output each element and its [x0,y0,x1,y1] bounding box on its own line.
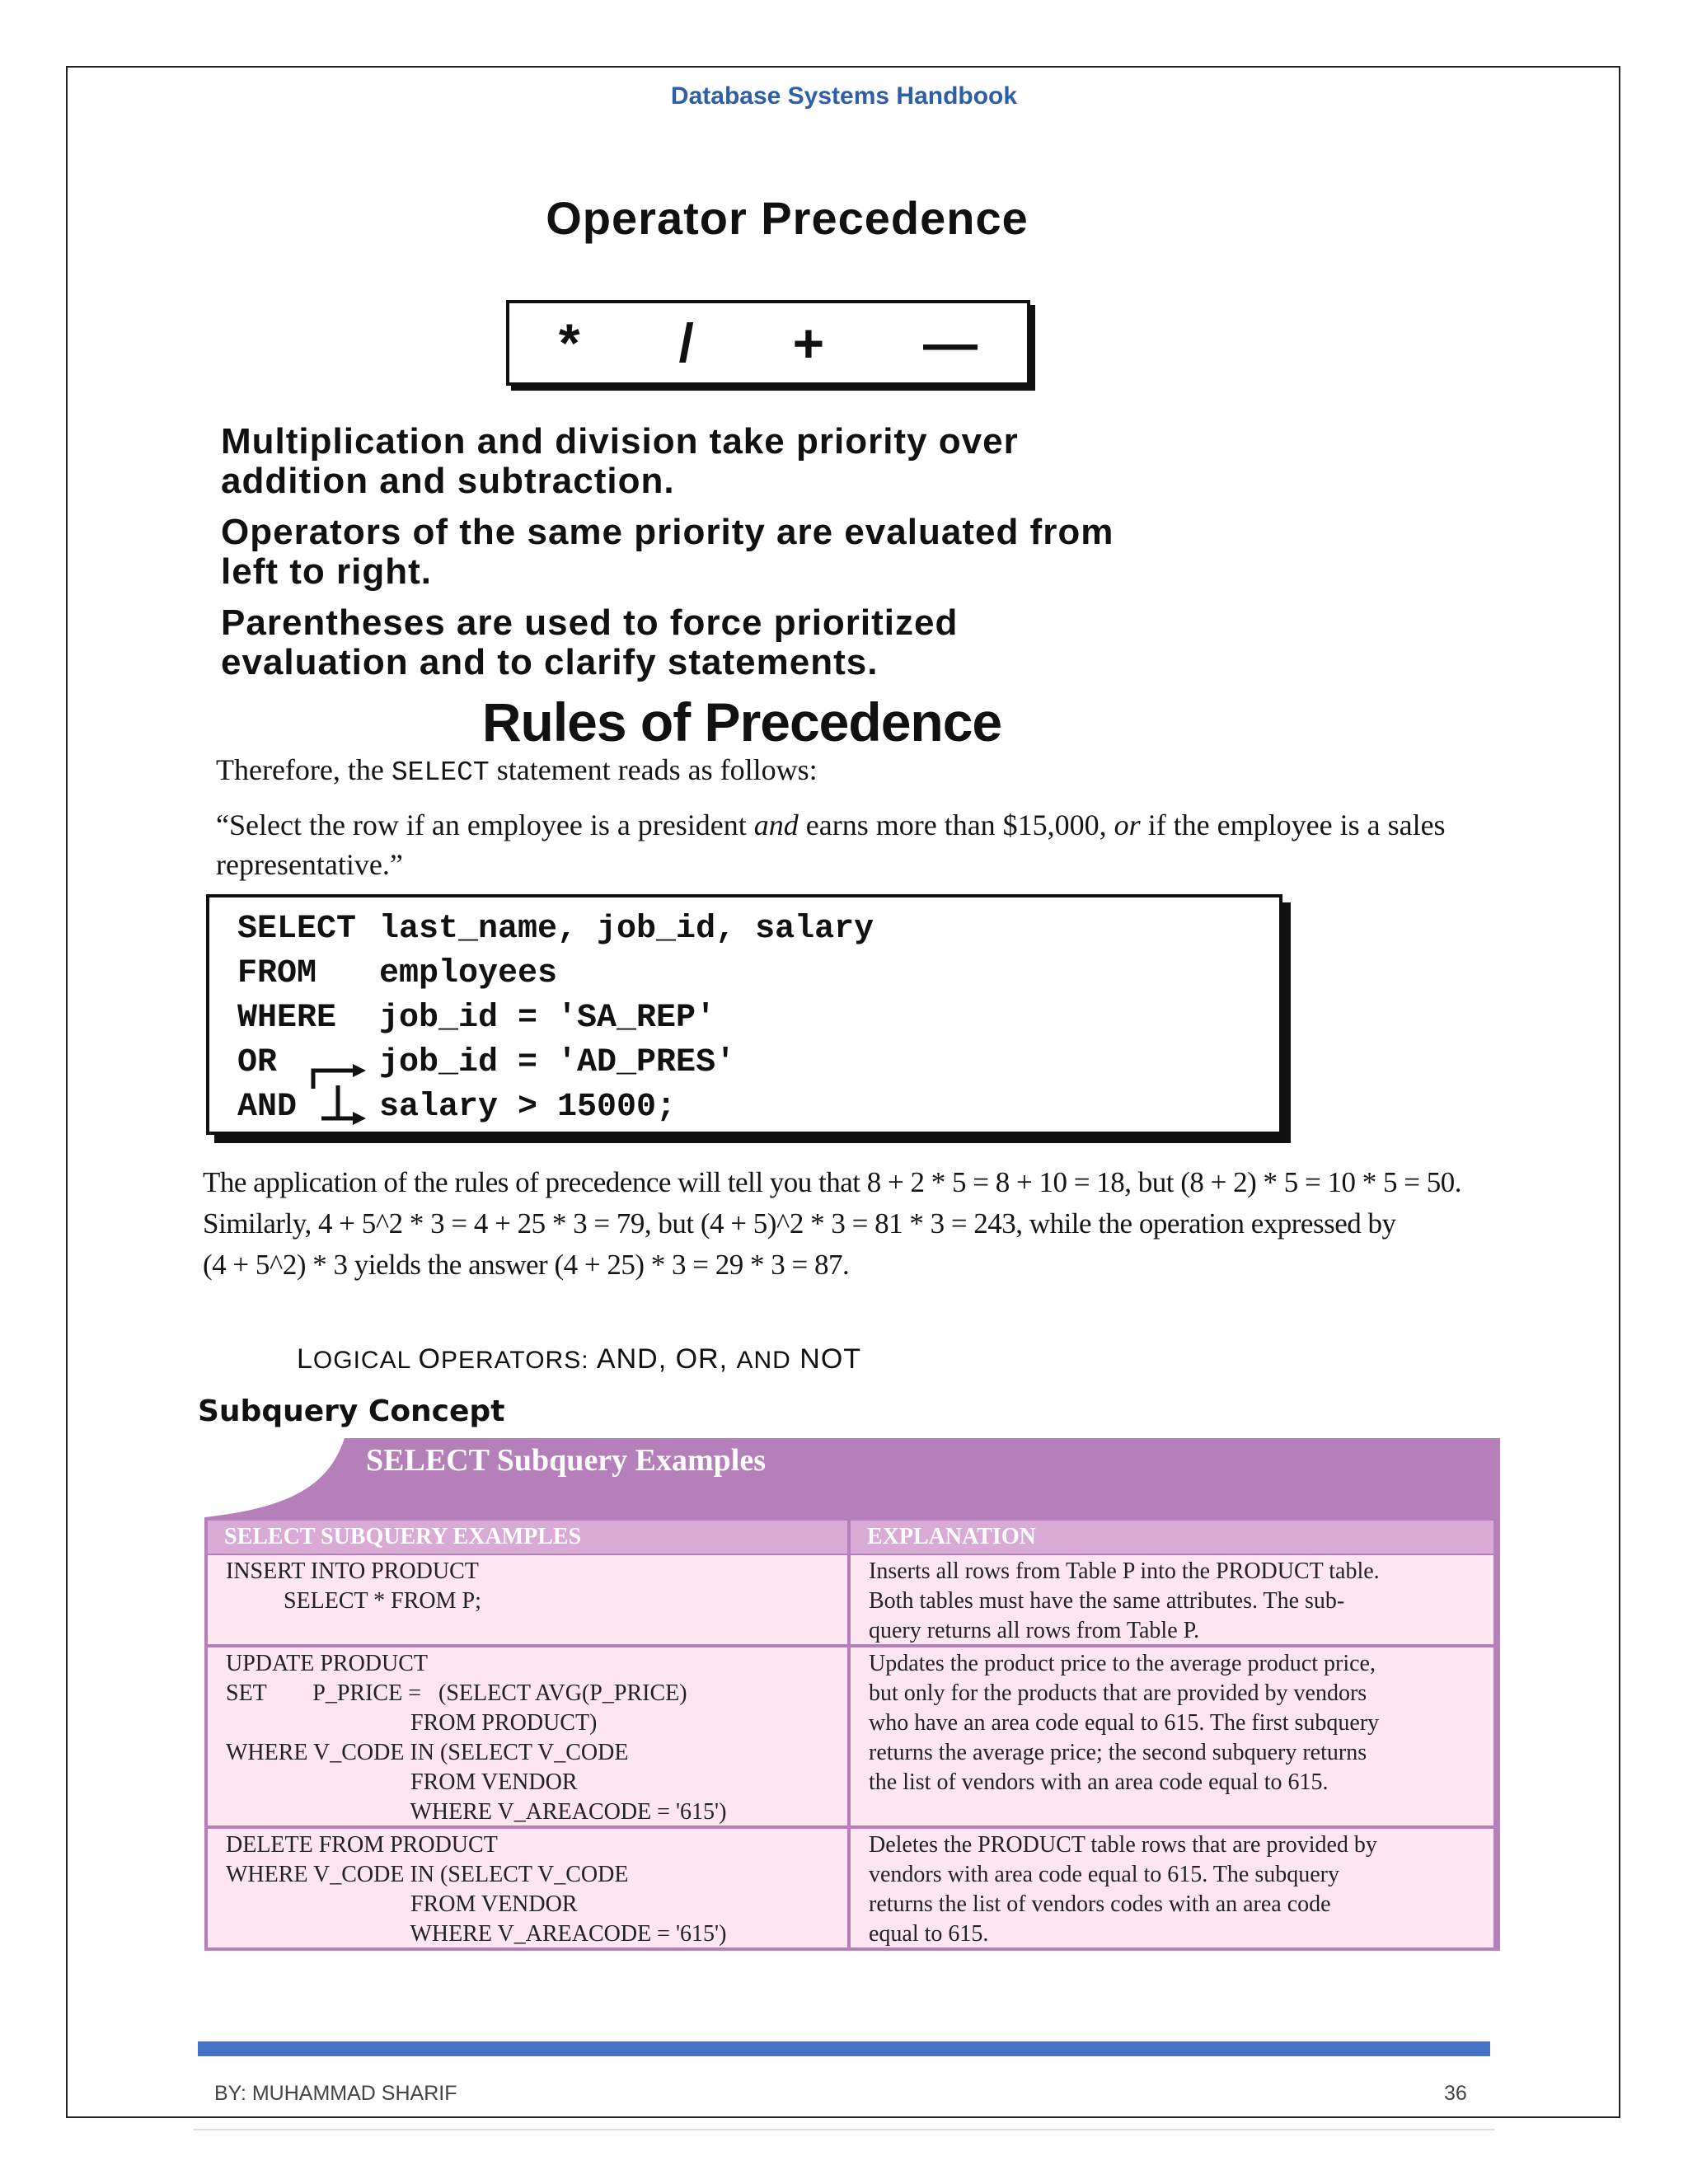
rule-3: Parentheses are used to force prioritized evaluation and to clarify statements. [221,602,959,682]
subquery-banner-title: SELECT Subquery Examples [366,1443,767,1478]
precedence-explanation: The application of the rules of precedence will tell you that 8 + 2 * 5 = 8 + 10 = 18, but (8 + 2) * 5 = 10 * 5 = 50. Similarly, 4 + 5^2 * 3 = 4 + 25 * 3 = 79, but (4 + 5)^2 * 3 = 81 * 3 = 243, while the operation expressed by (4 + 5^2) * 3 yields the answer (4 + 25) * 3 = 29 * 3 = 87. [203,1166,1461,1281]
sql-code-box: SELECT last_name, job_id, salary FROM employees WHERE job_id = 'SA_REP' OR job_id = 'AD_PRES' AND salary > 15000; [206,894,1282,1135]
running-header: Database Systems Handbook [670,82,1018,110]
banner-curve-decoration [204,1438,369,1521]
table-cell-explanation: Inserts all rows from Table P into the PRODUCT table. Both tables must have the same attributes. The sub- query returns all rows from Table P. [851,1555,1493,1644]
logical-operators-heading: LOGICAL OPERATORS: AND, OR, AND NOT [297,1343,862,1375]
rule-1: Multiplication and division take priority over addition and subtraction. [221,421,1019,501]
table-cell-example: UPDATE PRODUCT SET P_PRICE = (SELECT AVG(P_PRICE) FROM PRODUCT) WHERE V_CODE IN (SELECT V_CODE FROM VENDOR WHERE V_AREACODE = '615') [208,1647,847,1825]
table-cell-explanation: Updates the product price to the average product price, but only for the products that are provided by vendors who have an area code equal to 615. The first subquery returns the average price; the second subquery returns the list of vendors with an area code equal to 615. [851,1647,1493,1825]
page-number: 36 [1444,2082,1467,2105]
column-header-examples: SELECT SUBQUERY EXAMPLES [208,1521,847,1554]
rules-intro: Therefore, the SELECT statement reads as follows: [216,753,818,788]
rules-of-precedence-title: Rules of Precedence [481,691,1002,752]
footer-divider [193,2129,1495,2130]
column-header-explanation: EXPLANATION [851,1521,1493,1554]
rules-quote: “Select the row if an employee is a president and earns more than $15,000, or if the employee is a sales representative.” [216,808,1446,881]
operator-minus: — [923,312,978,373]
footer-author: BY: MUHAMMAD SHARIF [214,2082,457,2105]
table-cell-example: DELETE FROM PRODUCT WHERE V_CODE IN (SELECT V_CODE FROM VENDOR WHERE V_AREACODE = '615') [208,1829,847,1947]
operator-plus: + [792,312,825,373]
rule-2: Operators of the same priority are evaluated from left to right. [221,512,1114,592]
operator-box [506,300,1030,386]
precedence-arrows-icon [305,1054,371,1137]
operator-divide: / [678,312,694,373]
subquery-table [204,1521,1500,1951]
table-cell-example: INSERT INTO PRODUCT SELECT * FROM P; [208,1555,847,1644]
operator-precedence-title: Operator Precedence [546,192,1029,244]
table-cell-explanation: Deletes the PRODUCT table rows that are provided by vendors with area code equal to 615. The subquery returns the list of vendors codes with an area code equal to 615. [851,1829,1493,1947]
subquery-heading: Subquery Concept [198,1394,505,1428]
operator-multiply: * [558,312,580,373]
footer-bar [198,2041,1490,2056]
